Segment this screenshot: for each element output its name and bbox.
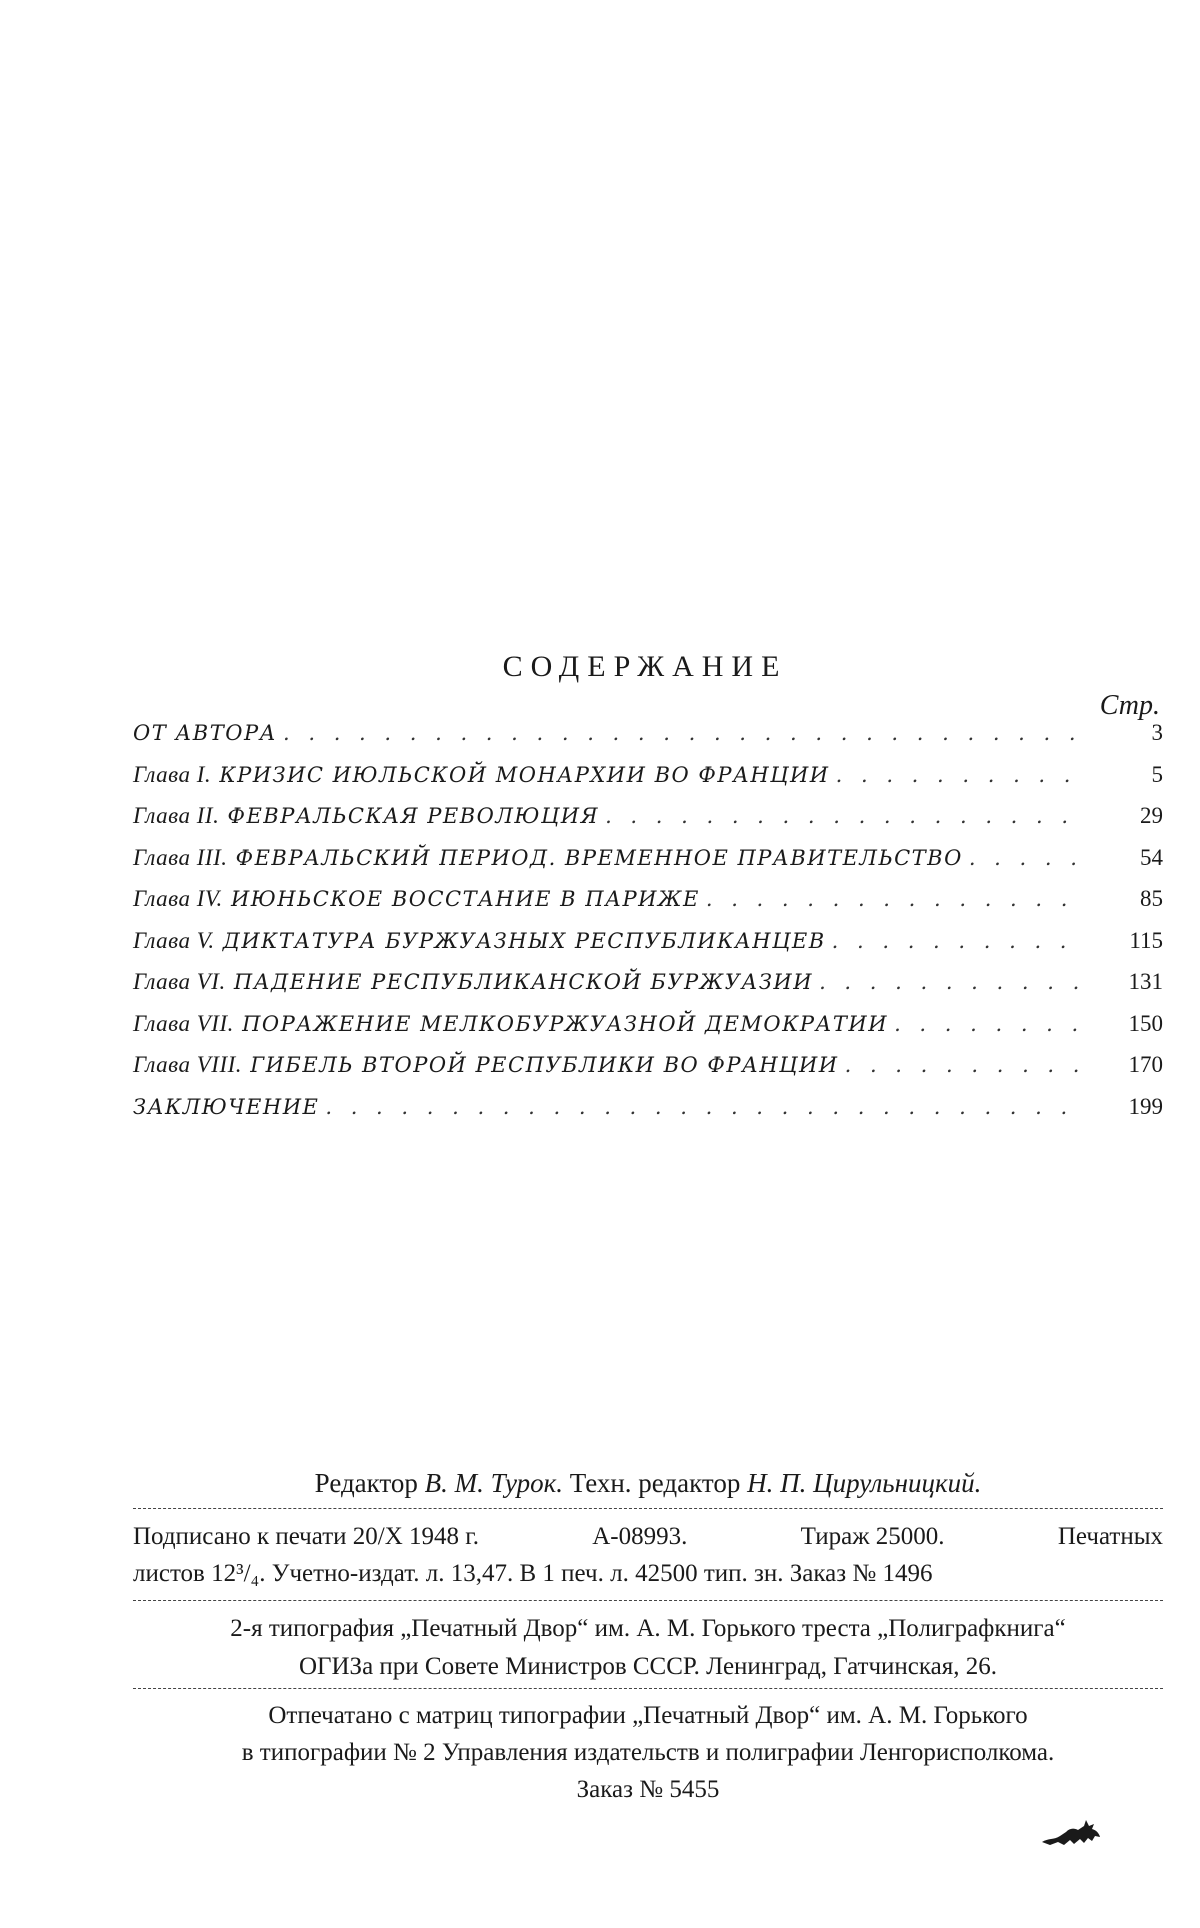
toc-entry-chapter-3 [133,845,1163,887]
toc-entry-title: ИЮНЬСКОЕ ВОССТАНИЕ В ПАРИЖЕ [230,887,700,911]
print-info [133,1518,1163,1592]
divider [133,1688,1163,1689]
tech-editor-label: Техн. редактор [569,1468,741,1498]
table-of-contents [133,720,1163,1135]
toc-entry-title: ОТ АВТОРА [133,721,277,745]
leader-dots [894,1012,1087,1036]
matrix-info-line-2: в типографии № 2 Управления издательств и полиграфии Ленгорисполкома. [241,1739,1055,1766]
toc-entry-page: 170 [1128,1052,1163,1077]
editor-name: В. М. Турок. [424,1468,563,1498]
toc-entry-page: 3 [1151,720,1163,745]
toc-entry-title: ДИКТАТУРА БУРЖУАЗНЫХ РЕСПУБЛИКАНЦЕВ [222,928,826,953]
toc-entry-chapter: Глава V. [133,927,215,953]
toc-entry-conclusion [133,1094,1163,1136]
printed-sheets-label: Печатных [1057,1523,1163,1550]
toc-entry-chapter-7 [133,1011,1163,1053]
signed-to-print: Подписано к печати 20/X 1948 г. [133,1523,479,1550]
toc-entry-chapter: Глава III. [133,844,228,870]
leader-dots [845,1053,1087,1077]
divider [133,1600,1163,1601]
tech-editor-name: Н. П. Цирульницкий. [747,1468,982,1498]
toc-entry-chapter: Глава VIII. [133,1052,243,1077]
matrix-info [133,1697,1163,1808]
leader-dots [969,846,1087,870]
toc-entry-chapter-4 [133,886,1163,928]
toc-entry-page: 5 [1151,761,1163,787]
toc-entry-chapter-1 [133,762,1163,804]
matrix-info-line-3: Заказ № 5455 [576,1776,720,1803]
toc-entry-chapter-6 [133,969,1163,1011]
toc-entry-title: КРИЗИС ИЮЛЬСКОЙ МОНАРХИИ ВО ФРАНЦИИ [219,762,830,787]
toc-entry-chapter: Глава VII. [133,1010,234,1036]
divider [133,1508,1163,1509]
license-number: А-08993. [592,1523,688,1550]
press-info-line-2: ОГИЗа при Совете Министров СССР. Ленинград, Гатчинская, 26. [298,1653,998,1680]
toc-entry-title: ФЕВРАЛЬСКАЯ РЕВОЛЮЦИЯ [227,804,600,828]
toc-entry-chapter-5 [133,928,1163,970]
print-info-line-1 [133,1518,1163,1555]
toc-entry-page: 85 [1140,886,1163,911]
leader-dots [325,1095,1087,1119]
leader-dots [605,804,1087,828]
toc-entry-chapter: Глава IV. [133,886,223,911]
page-column-header: Стр. [1099,690,1160,721]
matrix-info-line-1: Отпечатано с матриц типографии „Печатный Двор“ им. А. М. Горького [268,1702,1028,1729]
toc-entry-title: ЗАКЛЮЧЕНИЕ [133,1094,320,1119]
toc-entry-chapter: Глава I. [133,761,212,787]
toc-entry-chapter: Глава VI. [133,969,226,994]
toc-entry-author [133,720,1163,762]
toc-entry-title: ФЕВРАЛЬСКИЙ ПЕРИОД. ВРЕМЕННОЕ ПРАВИТЕЛЬСТВО [235,845,963,870]
toc-entry-title: ГИБЕЛЬ ВТОРОЙ РЕСПУБЛИКИ ВО ФРАНЦИИ [250,1053,839,1077]
toc-entry-page: 54 [1140,844,1163,870]
editors-line [133,1468,1163,1499]
print-run: Тираж 25000. [800,1523,945,1550]
printer-horse-mark-icon [1040,1818,1102,1852]
toc-title: СОДЕРЖАНИЕ [502,650,788,683]
leader-dots [283,721,1087,745]
toc-entry-page: 29 [1140,803,1163,828]
toc-entry-page: 199 [1128,1093,1163,1119]
press-info-line-1: 2-я типография „Печатный Двор“ им. А. М. Горького треста „Полиграфкнига“ [230,1615,1066,1642]
leader-dots [706,887,1087,911]
toc-entry-page: 150 [1128,1010,1163,1036]
leader-dots [832,929,1087,953]
toc-entry-page: 131 [1128,969,1163,994]
press-info [133,1610,1163,1686]
editor-label: Редактор [314,1468,418,1498]
print-info-line-2: листов 12³/₄. Учетно-издат. л. 13,47. В 1 печ. л. 42500 тип. зн. Заказ № 1496 [133,1560,933,1587]
toc-entry-chapter: Глава II. [133,803,220,828]
leader-dots [819,970,1087,994]
leader-dots [836,763,1087,787]
toc-entry-chapter-8 [133,1052,1163,1094]
toc-entry-page: 115 [1129,927,1163,953]
toc-entry-title: ПАДЕНИЕ РЕСПУБЛИКАНСКОЙ БУРЖУАЗИИ [233,970,814,994]
toc-entry-title: ПОРАЖЕНИЕ МЕЛКОБУРЖУАЗНОЙ ДЕМОКРАТИИ [242,1011,889,1036]
toc-entry-chapter-2 [133,803,1163,845]
